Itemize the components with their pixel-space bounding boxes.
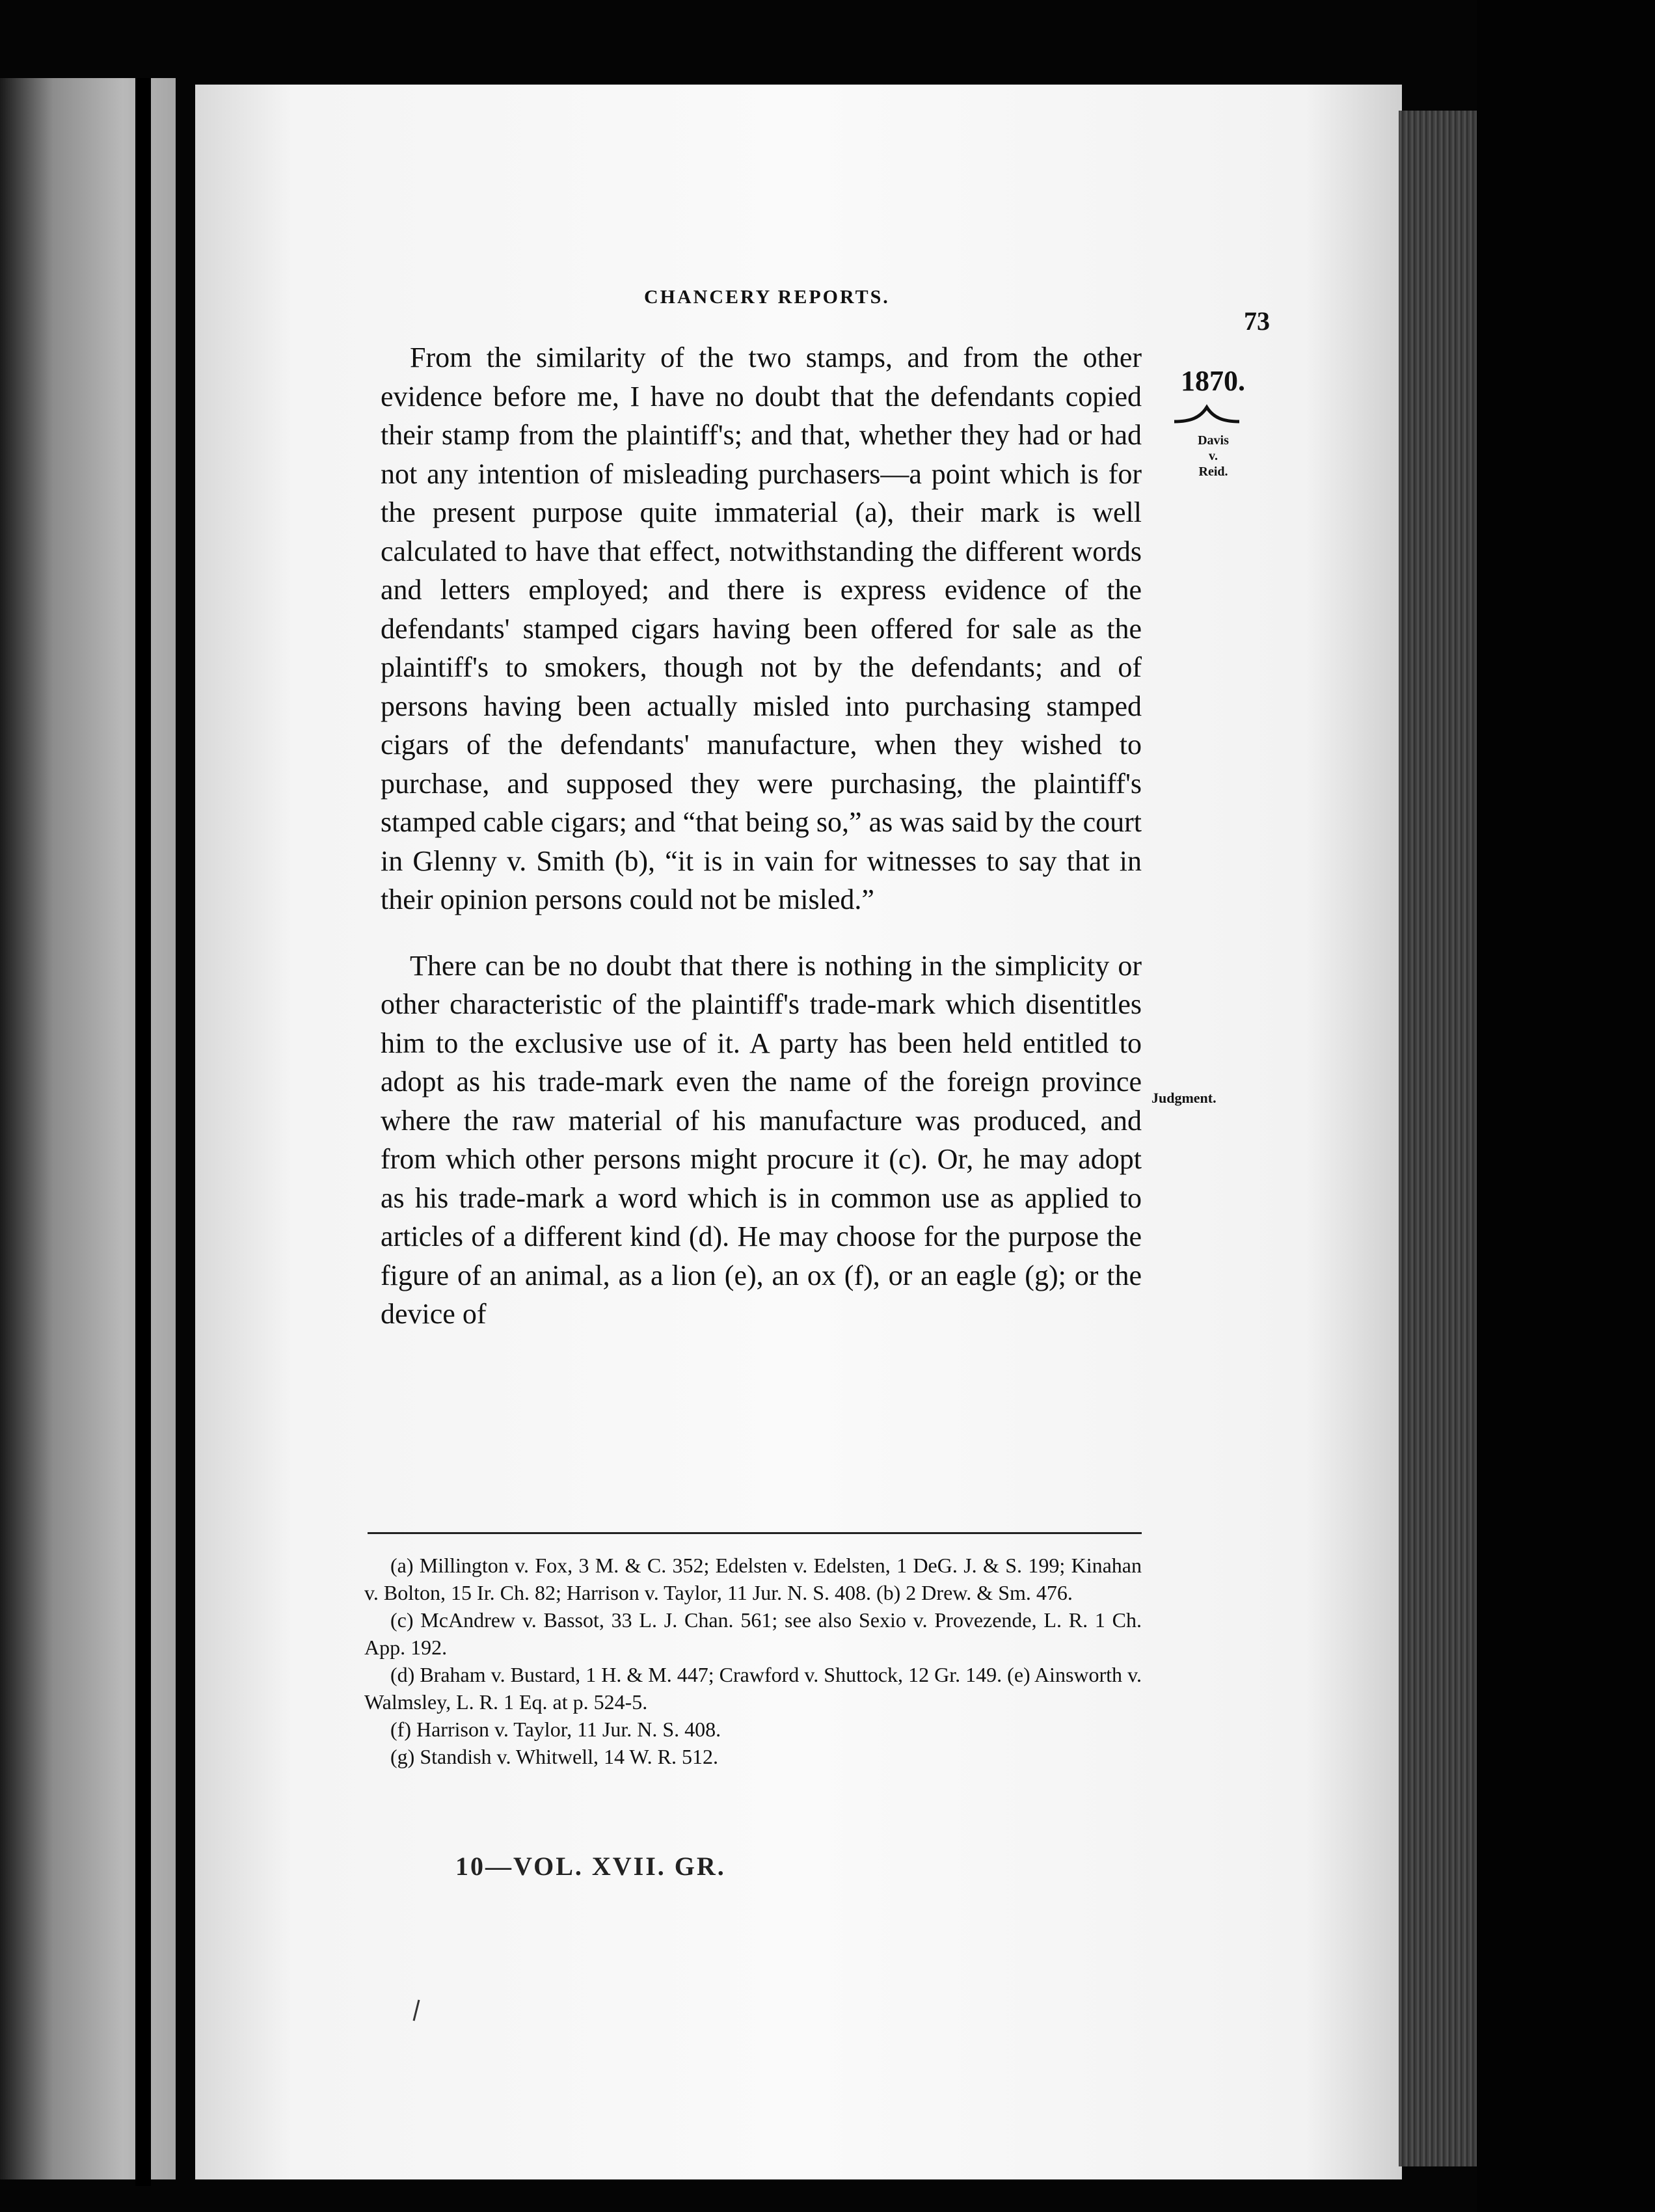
footnote: (a) Millington v. Fox, 3 M. & C. 352; Edelsten v. Edelsten, 1 DeG. J. & S. 199; Kinahan v. Bolton, 15 Ir. Ch. 82; Harrison v. Taylor, 11 Jur. N. S. 408. (b) 2 Drew. & Sm. 476. <box>364 1554 1142 1604</box>
footnote: (c) McAndrew v. Bassot, 33 L. J. Chan. 561; see also Sexio v. Provezende, L. R. 1 Ch. App. 192. <box>364 1608 1142 1659</box>
stray-mark-icon <box>410 1997 423 2023</box>
case-party-2: Reid. <box>1198 465 1228 479</box>
footnotes <box>364 1552 1142 1770</box>
case-party-1: Davis <box>1198 433 1229 448</box>
paragraph: There can be no doubt that there is nothing in the simplicity or other characteristic of the plaintiff's trade-mark which disentitles him to the exclusive use of it. A party has been held entitled to adopt as his trade-mark even the name of the foreign province where the raw material of his manufacture was produced, and from which other persons might procure it (c). Or, he may adopt as his trade-mark a word which is in common use as applied to articles of a different kind (d). He may choose for the purpose the figure of an animal, as a lion (e), an ox (f), or an eagle (g); or the device of <box>381 949 1142 1330</box>
paragraph: From the similarity of the two stamps, and from the other evidence before me, I have no doubt that the defendants copied their stamp from the plaintiff's; and that, whether they had or had not any intention of misleading purchasers—a point which is for the present purpose quite immaterial (a), their mark is well calculated to have that effect, notwithstanding the different words and letters employed; and there is express evidence of the defendants' stamped cigars having been offered for sale as the plaintiff's to smokers, though not by the defendants; and of persons having been actually misled into purchasing stamped cigars of the defendants' manufacture, when they wished to purchase, and supposed they were purchasing, the plaintiff's stamped cable cigars; and “that being so,” as was said by the court in Glenny v. Smith (b), “it is in vain for witnesses to say that in their opinion persons could not be misled.” <box>381 342 1142 915</box>
binding-shadow <box>135 78 151 2186</box>
running-head: CHANCERY REPORTS. <box>644 286 890 308</box>
margin-case-name <box>1184 433 1243 479</box>
page-number: 73 <box>1244 306 1270 336</box>
margin-year: 1870. <box>1181 365 1245 397</box>
dark-background <box>1477 0 1655 2212</box>
signature-mark: 10—VOL. XVII. GR. <box>455 1852 726 1881</box>
page-edges <box>1399 111 1477 2166</box>
footnote: (d) Braham v. Bustard, 1 H. & M. 447; Crawford v. Shuttock, 12 Gr. 149. (e) Ainsworth v. Walmsley, L. R. 1 Eq. at p. 524-5. <box>364 1663 1142 1714</box>
footnote: (f) Harrison v. Taylor, 11 Jur. N. S. 408. <box>390 1718 721 1741</box>
footnote-rule <box>368 1532 1142 1534</box>
footnote: (g) Standish v. Whitwell, 14 W. R. 512. <box>390 1745 718 1768</box>
brace-icon <box>1171 402 1243 428</box>
margin-judgment-label: Judgment. <box>1151 1090 1217 1106</box>
case-versus: v. <box>1209 449 1218 463</box>
body-text <box>381 338 1142 1334</box>
